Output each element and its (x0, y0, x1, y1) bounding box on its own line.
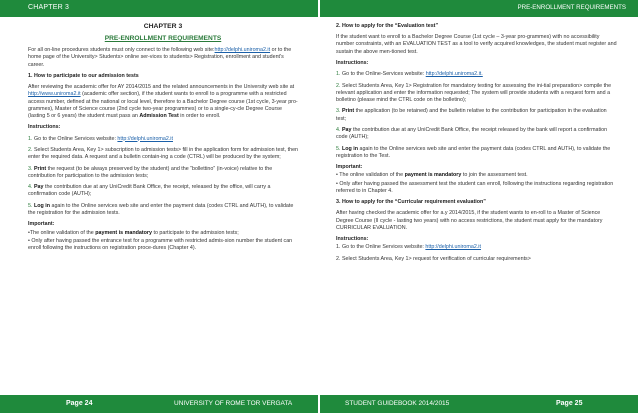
step-number: 2. (28, 146, 33, 153)
online-services-link[interactable]: http://delphi.uniroma2.it (425, 244, 481, 251)
step-text: Select Students Area, Key 1> subscription to admission tests> fill in the application form for admission test, then enter the required data. A request and a bulletin contain-ing a code (CTRL) will be produced by the system; (28, 146, 299, 161)
step-bold: Log in (340, 145, 358, 152)
step-5 (336, 146, 618, 160)
admission-paragraph (28, 84, 298, 120)
section-label: PRE-ENROLLMENT REQUIREMENTS (517, 4, 626, 11)
step-number: 3. (336, 108, 341, 115)
step-number: 1. (336, 71, 341, 78)
university-name: UNIVERSITY OF ROME TOR VERGATA (174, 400, 293, 407)
chapter-label: CHAPTER 3 (28, 4, 70, 11)
admission-test-bold: Admission Test (139, 113, 179, 119)
note-bold: payment is mandatory (404, 172, 462, 179)
admission-text-2: (academic offer section), if the student wants to enroll to a programme with a restricted access number, defined at the national or local level, therefore to a Bachelor Degree course (1st cycle, 3-year pro-grammes), Master of Science course (2nd cycle two-year programmes) or to a single-cy-cle Degree Course (lasting 5 or 6 years) the student must pass an (28, 91, 298, 119)
step-4 (336, 127, 618, 141)
admission-text: After reviewing the academic offer for AY 2014/2015 and the related announcements in the University web site at (28, 84, 295, 91)
note-text: • The online validation of the (336, 172, 405, 179)
curricular-paragraph: After having checked the academic offer for a.y 2014/2015, if the student wants to en-roll to a Master of Science Degree Course (II cycle - lasting two years) with no access restrictions, the student must apply for the mandatory CURRICULAR EVALUATION. (336, 210, 603, 231)
important-heading: Important: (336, 164, 363, 171)
step-number: 5. (336, 145, 341, 152)
chapter-title: CHAPTER 3 (143, 23, 183, 30)
step-number: 3. (28, 165, 33, 172)
step-1 (336, 71, 618, 78)
online-services-link[interactable]: http://delphi.uniroma2.it (117, 135, 173, 142)
admission-text-3: in order to enroll. (178, 113, 221, 119)
step-2 (28, 147, 298, 161)
step-number: 5. (28, 202, 33, 209)
step-3 (336, 108, 618, 122)
step-4 (28, 184, 298, 198)
step-number: 1. (28, 135, 33, 142)
step-bold: Print (340, 108, 355, 115)
step-text: Go to the Online-Services website: (340, 71, 426, 78)
note-text-2: to join the assessment test. (461, 172, 528, 179)
step-text: again to the Online services web site and enter the payment data (codes CTRL and AUTH), to validate the registration to the Test. (336, 145, 611, 159)
step-bold: Pay (32, 184, 44, 191)
note-text: •The online validation of the (28, 229, 96, 236)
page-number-right: Page 25 (556, 400, 583, 407)
important-heading: Important: (28, 221, 55, 228)
step-number: 4. (28, 184, 33, 191)
top-header-bar (0, 0, 638, 17)
instructions-heading: Instructions: (336, 60, 369, 66)
step-2 (336, 83, 618, 105)
step-text: Select Students Area, Key 1> Registration for mandatory testing for assessing the ini-tial preparation> compile the relevant application and enter the information requested; The system will provide students with a request form and a bolletino (please mind the CTRL code on the bolletino); (336, 82, 612, 103)
step-3 (28, 166, 298, 180)
step-text: the contribution due at any UniCredit Bank Office, the receipt, released by the office, will carry a confirmation code (AUTH); (28, 184, 271, 198)
intro-text-2: or to the home page of the University> Students> online ser-vices to students> Registration, enrollment and student's career. (28, 47, 292, 68)
curricular-step-2: 2. Select Students Area, Key 1> request for verification of curricular requirements> (336, 255, 531, 262)
step-5 (28, 203, 298, 217)
online-services-link[interactable]: http://delphi.uniroma2.it. (425, 71, 483, 78)
section-heading-2: 2. How to apply for the “Evaluation test” (336, 23, 439, 29)
step-text: Go to the Online Services website: (32, 135, 118, 142)
intro-paragraph (28, 47, 298, 69)
curricular-step-1 (336, 244, 618, 251)
instructions-heading-2: Instructions: (336, 236, 369, 243)
left-page (28, 23, 298, 256)
step-text: 1. Go to the Online Services website: (336, 244, 426, 251)
footer-bar (0, 395, 638, 413)
note-bold: payment is mandatory (95, 229, 152, 236)
step-text: the contribution due at any UniCredit Bank Office, the receipt released by the bank will report a confirmation code (AUTH); (336, 126, 608, 141)
step-text: the request (to be always preserved by the student) and the “bollettino” (in-voice) relative to the contribution for participation to the admission tests; (28, 165, 273, 179)
header-divider (318, 0, 320, 17)
section-heading-3: 3. How to apply for the “Curricular requirement evaluation” (336, 199, 486, 206)
step-text: the application (to be retained) and the bulletin relative to the contribution for participation in the evaluation test; (336, 108, 607, 122)
step-bold: Log in (32, 202, 50, 209)
important-note-2: • Only after having passed the entrance test for a programme with restricted admis-sion number the student can enroll following the instructions on registration proce-dures (Chapter 4). (28, 237, 293, 251)
note-text-2: to participate to the admission tests; (151, 229, 239, 236)
step-number: 4. (336, 126, 341, 133)
step-text: again to the Online services web site and enter the payment data (codes CTRL and AUTH), to validate the registration for the admission tests. (28, 202, 294, 216)
step-bold: Print (32, 165, 47, 172)
intro-text: For all on-line procedures students must only connect to the following web site: (28, 47, 215, 54)
chapter-subtitle: PRE-ENROLLMENT REQUIREMENTS (104, 35, 222, 43)
right-page (336, 23, 618, 267)
guidebook-name: STUDENT GUIDEBOOK 2014/2015 (345, 400, 450, 407)
step-bold: Pay (340, 126, 352, 133)
important-note-1 (336, 172, 618, 179)
step-number: 2. (336, 82, 341, 89)
evaluation-paragraph: If the student want to enroll to a Bachelor Degree Course (1st cycle – 3-year pro-grammes) with no accessibility number constraints, with an EVALUATION TEST as a tool to verify acquired knowledges, the student must register and sustain the above men-tioned test. (336, 34, 617, 55)
page-number-left: Page 24 (66, 400, 93, 407)
footer-divider (318, 395, 320, 413)
step-1 (28, 136, 298, 143)
delphi-link[interactable]: http://delphi.uniroma2.it (214, 47, 271, 54)
section-heading-1: 1. How to participate to our admission tests (28, 72, 139, 79)
important-note-2: • Only after having passed the assessment test the student can enroll, following the instructions regarding registration referred to in Chapter 4. (336, 180, 614, 194)
instructions-heading: Instructions: (28, 124, 61, 131)
uniroma-link[interactable]: http://www.uniroma2.it (28, 91, 81, 98)
important-note-1 (28, 230, 298, 237)
